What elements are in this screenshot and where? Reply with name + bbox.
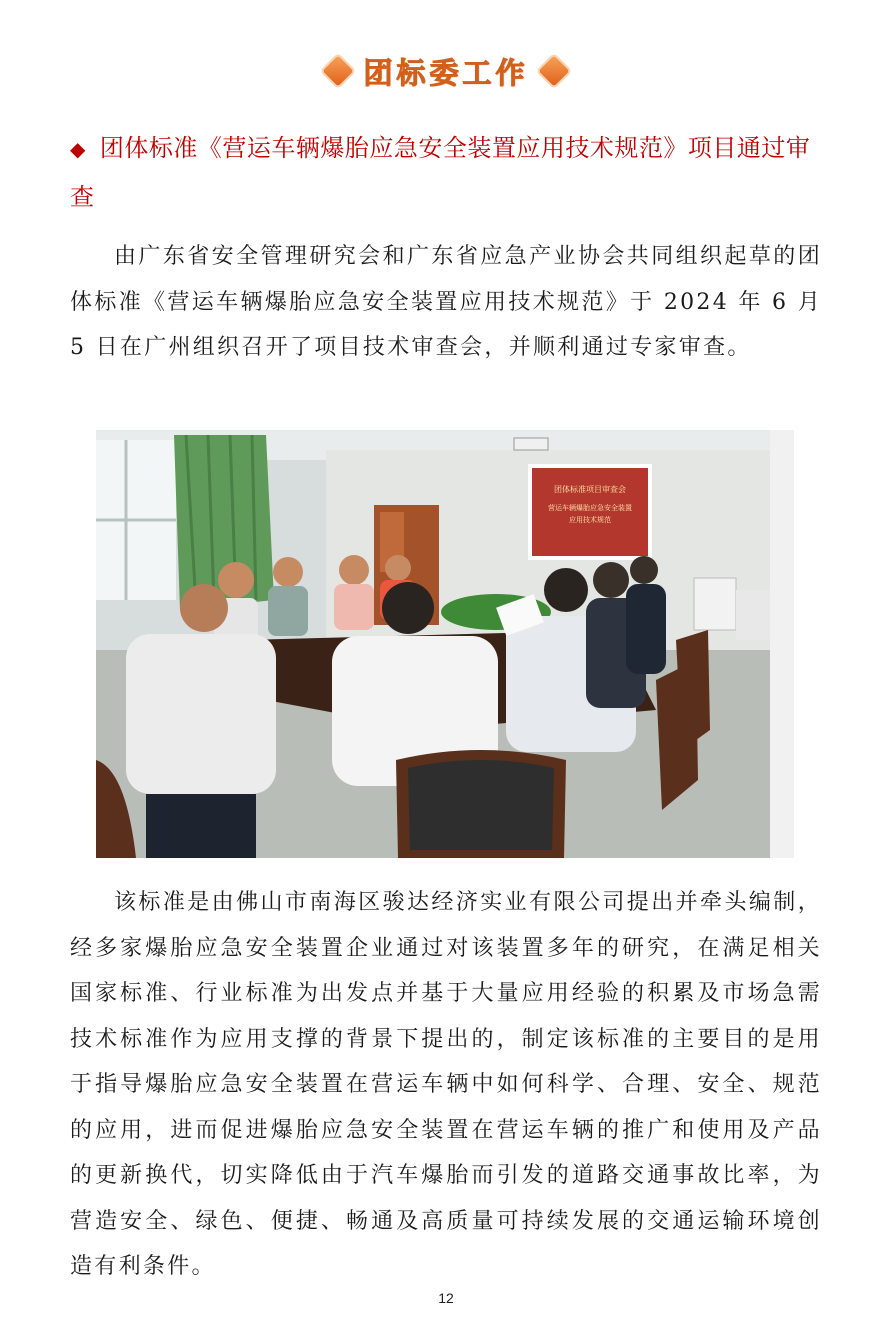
section-title: 团标委工作 [363, 55, 529, 90]
article-heading [70, 124, 825, 221]
section-banner [0, 48, 892, 94]
diamond-ornament-icon [538, 55, 569, 86]
meeting-photo [96, 430, 794, 858]
screen-title: 团体标准项目审查会 [554, 485, 626, 494]
screen-subtitle-2: 应用技术规范 [569, 516, 611, 524]
diamond-bullet-icon: ◆ [70, 137, 86, 161]
diamond-ornament-icon [323, 55, 354, 86]
article-heading-text: 团体标准《营运车辆爆胎应急安全装置应用技术规范》项目通过审查 [70, 134, 811, 211]
intro-paragraph: 由广东省安全管理研究会和广东省应急产业协会共同组织起草的团体标准《营运车辆爆胎应急安全装置应用技术规范》于 2024 年 6 月 5 日在广州组织召开了项目技术审查会，并顺利通过专家审查。 [70, 244, 822, 360]
page-number: 12 [438, 1290, 454, 1306]
body-paragraph: 该标准是由佛山市南海区骏达经济实业有限公司提出并牵头编制，经多家爆胎应急安全装置企业通过对该装置多年的研究，在满足相关国家标准、行业标准为出发点并基于大量应用经验的积累及市场急需技术标准作为应用支撑的背景下提出的，制定该标准的主要目的是用于指导爆胎应急安全装置在营运车辆中如何科学、合理、安全、规范的应用，进而促进爆胎应急安全装置在营运车辆的推广和使用及产品的更新换代，切实降低由于汽车爆胎而引发的道路交通事故比率，为营造安全、绿色、便捷、畅通及高质量可持续发展的交通运输环境创造有利条件。 [70, 890, 822, 1279]
screen-subtitle: 营运车辆爆胎应急安全装置 [548, 504, 632, 512]
